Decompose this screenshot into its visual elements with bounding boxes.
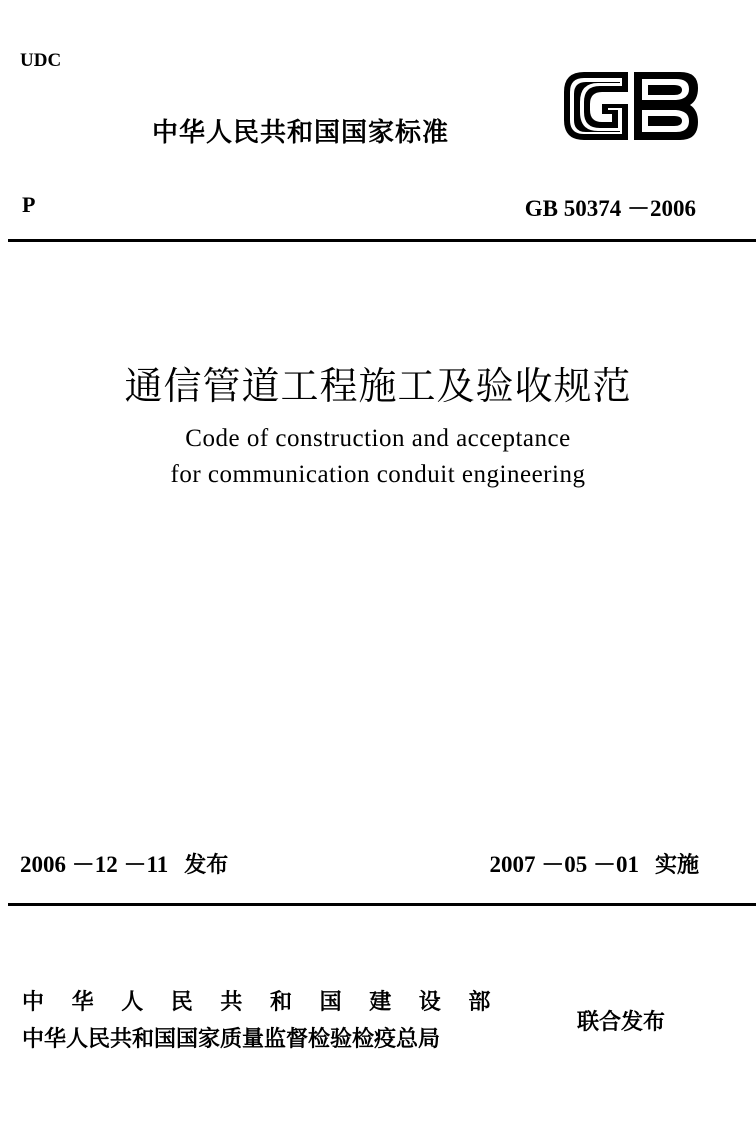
issuer-aqsiq: 中华人民共和国国家质量监督检验检疫总局 (22, 1027, 441, 1052)
top-divider (8, 239, 756, 242)
english-title-line-2: for communication conduit engineering (170, 461, 586, 488)
joint-issue-label: 联合发布 (577, 1010, 666, 1035)
issuer-ministry-of-construction: 中华人民共和国建设部 (22, 990, 519, 1015)
bottom-divider (8, 903, 756, 906)
udc-label: UDC (20, 50, 62, 71)
effective-label: 实施 (654, 853, 699, 878)
standard-number: GB 50374 －2006 (524, 196, 696, 221)
gb-logo (562, 70, 700, 142)
effective-date-block (489, 846, 699, 879)
chinese-title: 通信管道工程施工及验收规范 (124, 364, 632, 408)
standard-type-heading: 中华人民共和国国家标准 (152, 118, 450, 148)
issue-date-block (20, 846, 228, 879)
effective-date: 2007 －05 －01 (489, 852, 639, 877)
category-code: P (22, 192, 36, 217)
english-title-line-1: Code of construction and acceptance (185, 425, 571, 452)
issue-date: 2006 －12 －11 (20, 852, 169, 877)
issue-label: 发布 (184, 853, 229, 878)
